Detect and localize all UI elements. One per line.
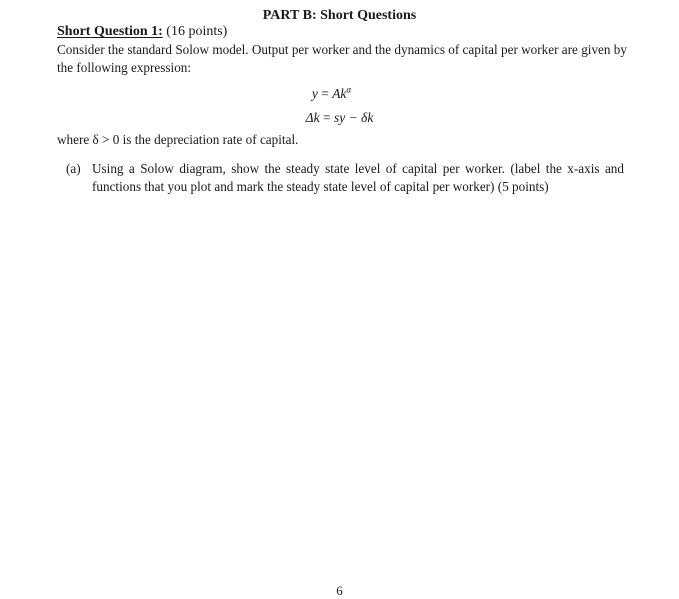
eq1-lhs: y bbox=[311, 86, 318, 101]
question-heading bbox=[57, 24, 227, 40]
sub-question-text: Using a Solow diagram, show the steady state level of capital per worker. (label the x-axis and functions that you plot and mark the steady state level of capital per worker) (5 points) bbox=[92, 161, 624, 194]
question-intro: Consider the standard Solow model. Output per worker and the dynamics of capital per worker are given by the following expression: bbox=[57, 42, 627, 75]
sub-question-marker: (a) bbox=[66, 161, 81, 176]
question-label: Short Question 1: bbox=[57, 24, 163, 39]
eq1-rhs-exponent: α bbox=[346, 84, 352, 95]
equation-capital-dynamics bbox=[0, 110, 679, 126]
where-clause: where δ > 0 is the depreciation rate of capital. bbox=[57, 132, 299, 147]
equation-output bbox=[0, 86, 679, 102]
part-title: PART B: Short Questions bbox=[262, 8, 417, 23]
eq1-equals: = bbox=[317, 86, 333, 101]
eq2-rhs: sy − δk bbox=[333, 110, 374, 125]
eq1-rhs-base: Ak bbox=[332, 86, 347, 101]
eq2-equals: = bbox=[319, 110, 334, 125]
eq2-lhs: Δk bbox=[305, 110, 320, 125]
question-points: (16 points) bbox=[166, 24, 228, 39]
sub-question-a bbox=[66, 160, 624, 196]
page-number: 6 bbox=[336, 583, 343, 598]
